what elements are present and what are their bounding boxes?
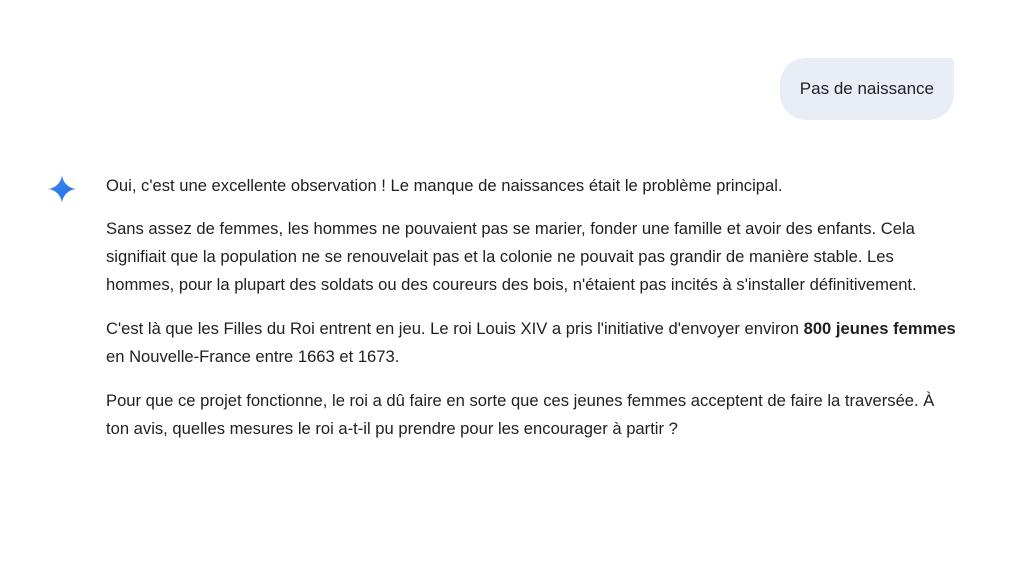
user-message-bubble [780,58,954,120]
paragraph-3-intro: C'est là que les Filles du Roi entrent en jeu. Le roi Louis XIV a pris l'initiative d'envoyer environ [106,319,804,338]
assistant-response-text [106,172,961,459]
user-message-text: Pas de naissance [799,79,934,98]
paragraph-3-end: en Nouvelle-France entre 1663 et 1673. [106,347,400,366]
paragraph-3-emphasis: 800 jeunes femmes [803,319,956,338]
gemini-sparkle-icon [48,175,76,203]
response-paragraph-1: Oui, c'est une excellente observation ! Le manque de naissances était le problème principal. [106,176,783,195]
response-paragraph-4: Pour que ce projet fonctionne, le roi a dû faire en sorte que ces jeunes femmes acceptent de faire la traversée. À ton avis, quelles mesures le roi a-t-il pu prendre pour les encourager à partir ? [106,391,935,438]
response-paragraph-2: Sans assez de femmes, les hommes ne pouvaient pas se marier, fonder une famille et avoir des enfants. Cela signifiait que la population ne se renouvelait pas et la colonie ne pouvait pas grandir de manière stable. Les hommes, pour la plupart des soldats ou des coureurs des bois, n'étaient pas incités à s'installer définitivement. [106,219,917,294]
response-paragraph-3 [106,315,961,371]
